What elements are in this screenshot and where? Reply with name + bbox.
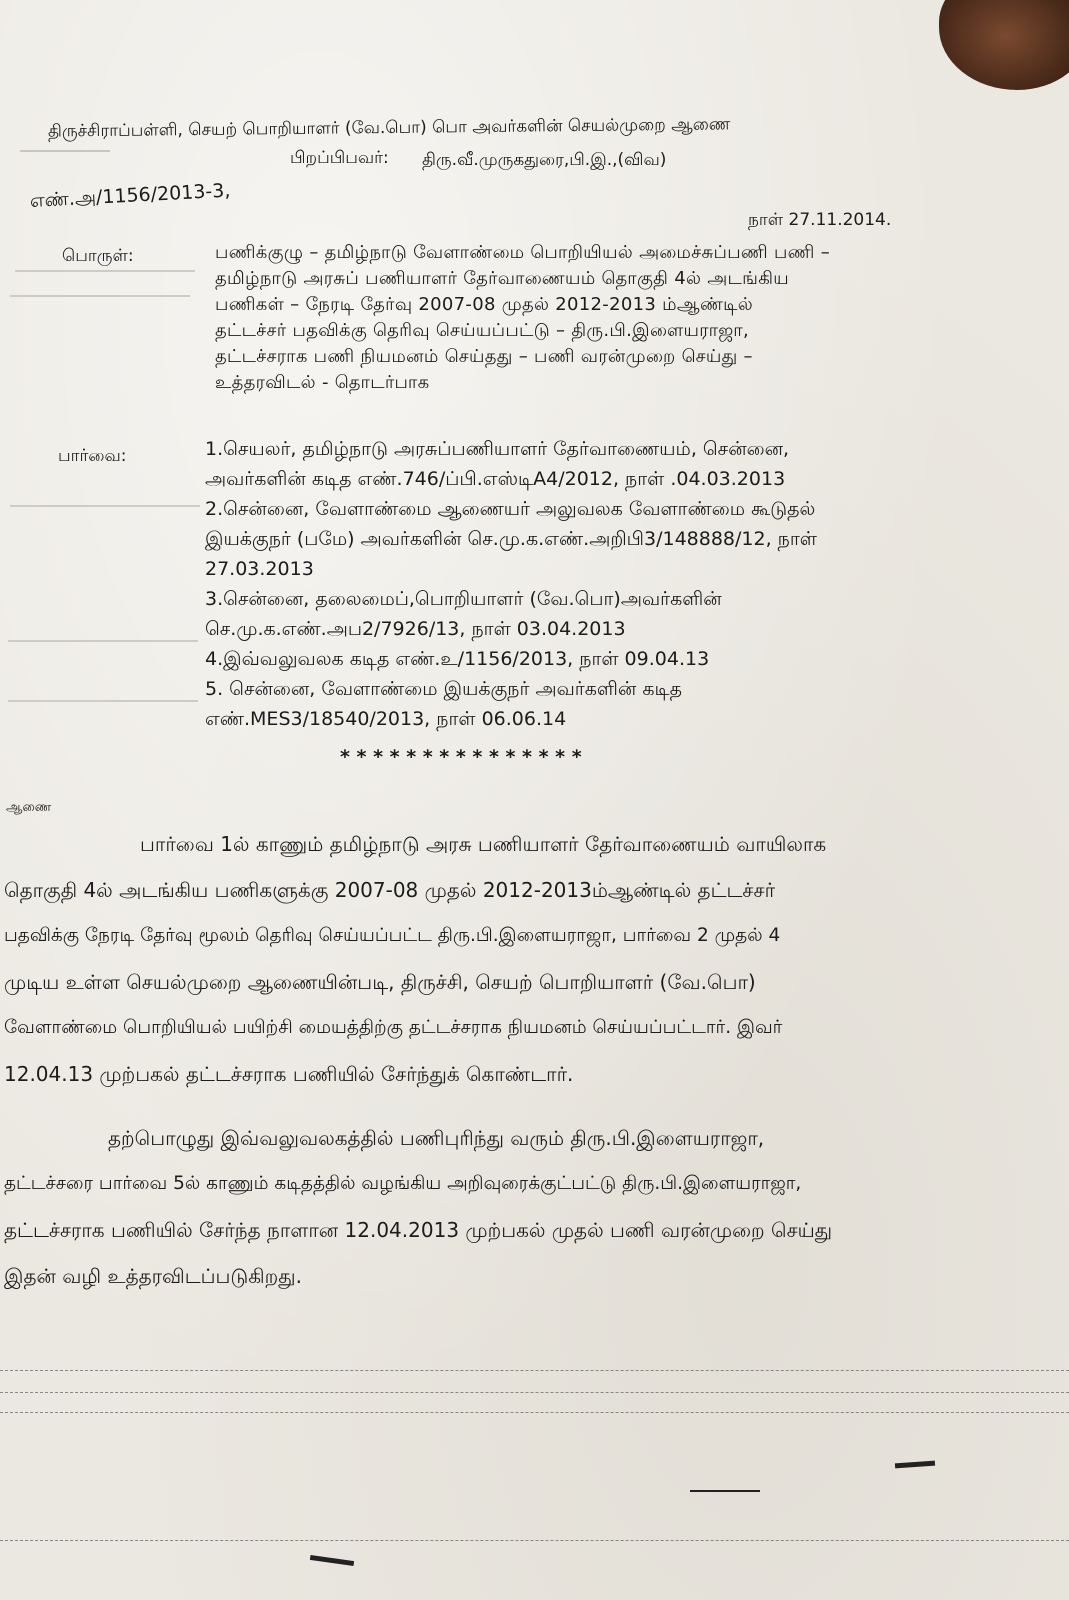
order-date: நாள் 27.11.2014. — [748, 210, 892, 230]
subject-line: தட்டச்சராக பணி நியமனம் செய்தது – பணி வரன்முறை செய்து – — [215, 346, 753, 367]
subject-line: பணிக்குழு – தமிழ்நாடு வேளாண்மை பொறியியல் அமைச்சுப்பணி பணி – — [215, 242, 831, 263]
subject-line: பணிகள் – நேரடி தேர்வு 2007-08 முதல் 2012-2013 ம்ஆண்டில் — [215, 294, 754, 315]
order-paragraph-line: பார்வை 1ல் காணும் தமிழ்நாடு அரசு பணியாளர் தேர்வாணையம் வாயிலாக — [140, 832, 827, 856]
reference-line: எண்.MES3/18540/2013, நாள் 06.06.14 — [205, 708, 567, 730]
reference-line: இயக்குநர் (பமே) அவர்களின் செ.மு.க.எண்.அறிபி3/148888/12, நாள் — [205, 528, 817, 550]
order-paragraph-line: தட்டச்சரை பார்வை 5ல் காணும் கடிதத்தில் வழங்கிய அறிவுரைக்குட்பட்டு திரு.பி.இளையராஜா, — [4, 1173, 802, 1194]
order-paragraph-line: முடிய உள்ள செயல்முறை ஆணையின்படி, திருச்சி, செயற் பொறியாளர் (வே.பொ) — [4, 970, 756, 994]
references-block — [205, 438, 817, 738]
reference-line: 27.03.2013 — [205, 558, 314, 580]
ink-mark — [895, 1461, 935, 1469]
subject-line: தட்டச்சர் பதவிக்கு தெரிவு செய்யப்பட்டு – திரு.பி.இளையராஜா, — [215, 320, 750, 341]
issued-by-label: பிறப்பிபவர்: — [290, 148, 389, 168]
bleed-mark — [10, 295, 190, 307]
subject-line: உத்தரவிடல் - தொடர்பாக — [215, 372, 430, 393]
bleed-mark — [8, 700, 198, 712]
reference-line: 3.சென்னை, தலைமைப்,பொறியாளர் (வே.பொ)அவர்களின் — [205, 588, 722, 610]
reference-line: 2.சென்னை, வேளாண்மை ஆணையர் அலுவலக வேளாண்மை கூடுதல் — [205, 498, 816, 520]
subject-label: பொருள்: — [62, 246, 134, 266]
subject-block — [215, 240, 830, 396]
thumb-in-frame — [939, 0, 1069, 90]
header-title: திருச்சிராப்பள்ளி, செயற் பொறியாளர் (வே.பொ) பொ அவர்களின் செயல்முறை ஆணை — [47, 114, 731, 142]
fold-line — [0, 1412, 1069, 1413]
subject-line: தமிழ்நாடு அரசுப் பணியாளர் தேர்வாணையம் தொகுதி 4ல் அடங்கிய — [215, 268, 790, 289]
order-paragraph-line: இதன் வழி உத்தரவிடப்படுகிறது. — [4, 1264, 302, 1288]
references-label: பார்வை: — [58, 446, 127, 466]
order-paragraph-line: பதவிக்கு நேரடி தேர்வு மூலம் தெரிவு செய்யப்பட்ட திரு.பி.இளையராஜா, பார்வை 2 முதல் 4 — [4, 925, 781, 946]
reference-line: 4.இவ்வலுவலக கடித எண்.உ/1156/2013, நாள் 09.04.13 — [205, 648, 710, 670]
fold-line — [0, 1540, 1069, 1541]
reference-number: எண்.அ/1156/2013-3, — [29, 179, 231, 212]
order-paragraph-line: தட்டச்சராக பணியில் சேர்ந்த நாளான 12.04.2013 முற்பகல் முதல் பணி வரன்முறை செய்து — [4, 1218, 833, 1242]
bleed-mark — [10, 505, 200, 517]
fold-line — [0, 1370, 1069, 1371]
separator-stars: * * * * * * * * * * * * * * * — [340, 746, 582, 768]
order-paragraph-line: தற்பொழுது இவ்வலுவலகத்தில் பணிபுரிந்து வரும் திரு.பி.இளையராஜா, — [108, 1126, 765, 1150]
bleed-mark — [8, 640, 198, 652]
reference-line: 5. சென்னை, வேளாண்மை இயக்குநர் அவர்களின் கடித — [205, 678, 682, 700]
bleed-mark — [15, 270, 195, 282]
order-paragraph-line: 12.04.13 முற்பகல் தட்டச்சராக பணியில் சேர்ந்துக் கொண்டார். — [4, 1062, 574, 1086]
order-label: ஆணை — [6, 800, 52, 815]
ink-mark — [690, 1490, 760, 1492]
order-paragraph-line: வேளாண்மை பொறியியல் பயிற்சி மையத்திற்கு தட்டச்சராக நியமனம் செய்யப்பட்டார். இவர் — [4, 1017, 783, 1038]
reference-line: அவர்களின் கடித எண்.746/ப்பி.எஸ்டிA4/2012, நாள் .04.03.2013 — [205, 468, 786, 490]
reference-line: 1.செயலர், தமிழ்நாடு அரசுப்பணியாளர் தேர்வாணையம், சென்னை, — [205, 438, 790, 460]
fold-line — [0, 1392, 1069, 1393]
bleed-mark — [20, 150, 110, 162]
reference-line: செ.மு.க.எண்.அப2/7926/13, நாள் 03.04.2013 — [205, 618, 626, 640]
order-paragraph-line: தொகுதி 4ல் அடங்கிய பணிகளுக்கு 2007-08 முதல் 2012-2013ம்ஆண்டில் தட்டச்சர் — [4, 878, 776, 902]
ink-mark — [310, 1555, 354, 1566]
issued-by-name: திரு.வீ.முருகதுரை,பி.இ.,(விவ) — [422, 150, 667, 170]
